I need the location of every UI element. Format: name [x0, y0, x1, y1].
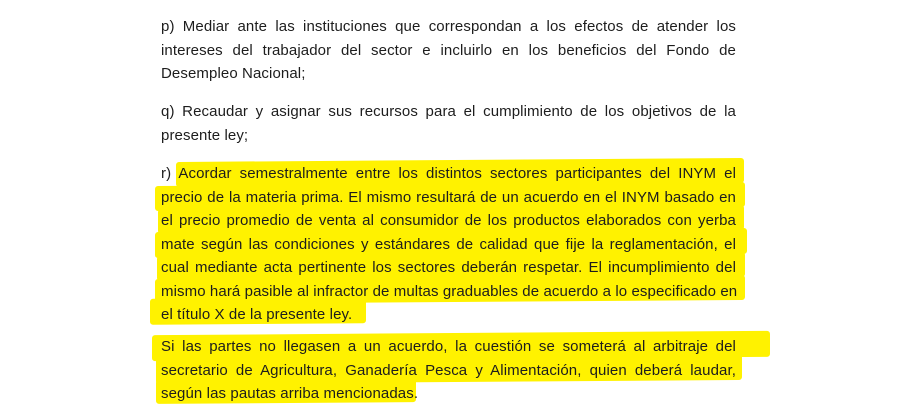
text-line: Si las partes no llegasen a un acuerdo, la cuestión se someterá al arbitraje del — [161, 338, 736, 355]
paragraph-p — [161, 15, 736, 86]
paragraph-arbitration-highlighted — [161, 335, 736, 406]
text-line: el título X de la presente ley. — [161, 306, 353, 323]
text-line: secretario de Agricultura, Ganadería Pesca y Alimentación, quien deberá laudar, — [161, 361, 736, 379]
paragraph-q — [161, 100, 736, 147]
text-line: mismo hará pasible al infractor de multas graduables de acuerdo a lo especificado en — [161, 282, 738, 300]
text-line: mate según las condiciones y estándares de calidad que fije la reglamentación, el — [161, 235, 736, 253]
text-line: r) Acordar semestralmente entre los distintos sectores participantes del INYM el — [161, 165, 736, 182]
text-line: el precio promedio de venta al consumidor de los productos elaborados con yerba — [161, 212, 736, 229]
text-line: según las pautas arriba mencionadas. — [161, 385, 419, 402]
text-line: q) Recaudar y asignar sus recursos para el cumplimiento de los objetivos de la — [161, 103, 736, 120]
text-line: presente ley; — [161, 126, 249, 144]
text-line: intereses del trabajador del sector e incluirlo en los beneficios del Fondo de — [161, 41, 736, 59]
text-line: cual mediante acta pertinente los sectores deberán respetar. El incumplimiento del — [161, 259, 736, 276]
paragraph-r-highlighted — [161, 162, 736, 327]
text-line: Desempleo Nacional; — [161, 65, 306, 82]
text-line: p) Mediar ante las instituciones que correspondan a los efectos de atender los — [161, 18, 736, 35]
text-line: precio de la materia prima. El mismo resultará de un acuerdo en el INYM basado en — [161, 188, 736, 206]
